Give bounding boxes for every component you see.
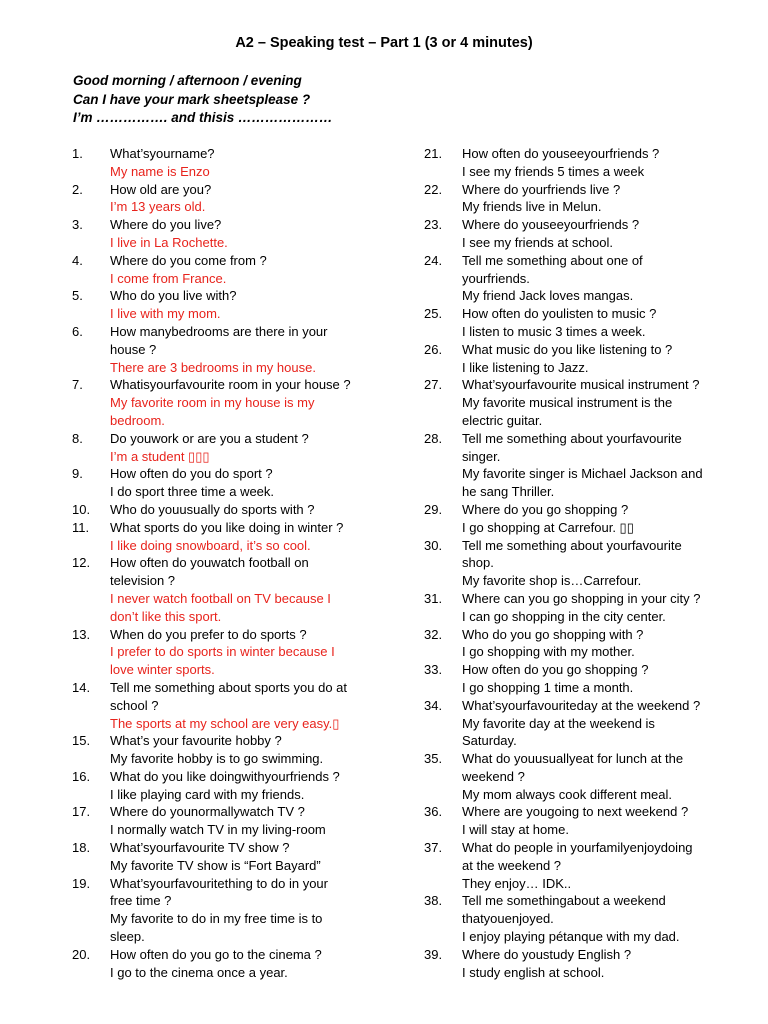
question-item: [72, 803, 382, 839]
question-number: 3.: [72, 217, 83, 233]
question-text: house ?: [110, 341, 157, 357]
question-number: 8.: [72, 430, 83, 446]
question-body: [462, 376, 744, 429]
question-number: 6.: [72, 323, 83, 339]
answer-text: My favorite hobby is to go swimming.: [110, 751, 324, 767]
question-body: [110, 946, 382, 982]
answer-text: I study english at school.: [462, 964, 605, 980]
page-title: A2 – Speaking test – Part 1 (3 or 4 minutes): [235, 35, 533, 51]
answer-text: My favorite singer is Michael Jackson and: [462, 466, 703, 482]
question-body: [110, 181, 382, 217]
answer-text: I normally watch TV in my living-room: [110, 822, 326, 838]
question-item: [72, 216, 382, 252]
answer-text: I will stay at home.: [462, 822, 569, 838]
question-body: [462, 501, 744, 537]
question-number: 12.: [72, 555, 91, 571]
question-number: 30.: [424, 537, 443, 553]
question-item: [424, 252, 744, 305]
question-number: 38.: [424, 893, 443, 909]
question-item: [424, 430, 744, 501]
question-body: [462, 181, 744, 217]
question-item: [72, 376, 382, 429]
answer-text: My mom always cook different meal.: [462, 786, 672, 802]
question-body: [462, 892, 744, 945]
answer-text: My friend Jack loves mangas.: [462, 288, 634, 304]
answer-text: I live with my mom.: [110, 306, 221, 322]
answer-text: sleep.: [110, 929, 145, 945]
question-body: [462, 626, 744, 662]
question-text: Tell me something about one of: [462, 252, 643, 268]
answer-text: I go to the cinema once a year.: [110, 964, 288, 980]
question-text: What do you like doingwithyourfriends ?: [110, 768, 340, 784]
question-body: [462, 750, 744, 803]
answer-text: I go shopping with my mother.: [462, 644, 635, 660]
question-item: [424, 626, 744, 662]
answer-text: love winter sports.: [110, 662, 215, 678]
question-item: [72, 768, 382, 804]
question-body: [462, 305, 744, 341]
question-text: Where do you come from ?: [110, 252, 267, 268]
question-number: 39.: [424, 946, 443, 962]
question-number: 15.: [72, 733, 91, 749]
question-text: Where can you go shopping in your city ?: [462, 590, 701, 606]
question-item: [72, 946, 382, 982]
question-text: Who do youusually do sports with ?: [110, 501, 315, 517]
question-body: [110, 679, 382, 732]
question-text: What’syourfavourite musical instrument ?: [462, 377, 700, 393]
question-text: When do you prefer to do sports ?: [110, 626, 307, 642]
question-text: How manybedrooms are there in your: [110, 323, 328, 339]
question-text: Where do youseeyourfriends ?: [462, 217, 640, 233]
question-number: 2.: [72, 181, 83, 197]
question-number: 13.: [72, 626, 91, 642]
question-text: free time ?: [110, 893, 172, 909]
answer-text: There are 3 bedrooms in my house.: [110, 359, 316, 375]
answer-text: I’m a student ▯▯▯: [110, 448, 210, 464]
answer-text: My favorite shop is…Carrefour.: [462, 573, 642, 589]
answer-text: My name is Enzo: [110, 163, 210, 179]
question-item: [72, 626, 382, 679]
question-text: Do youwork or are you a student ?: [110, 430, 309, 446]
question-item: [72, 679, 382, 732]
question-body: [110, 803, 382, 839]
question-number: 14.: [72, 679, 91, 695]
question-number: 27.: [424, 377, 443, 393]
question-text: What sports do you like doing in winter ?: [110, 519, 344, 535]
question-number: 4.: [72, 252, 83, 268]
question-text: What music do you like listening to ?: [462, 341, 673, 357]
answer-text: I enjoy playing pétanque with my dad.: [462, 929, 680, 945]
question-text: weekend ?: [462, 768, 525, 784]
question-text: Where do you live?: [110, 217, 222, 233]
question-number: 31.: [424, 590, 443, 606]
question-number: 29.: [424, 501, 443, 517]
question-text: Who do you live with?: [110, 288, 237, 304]
question-text: How old are you?: [110, 181, 212, 197]
question-item: [424, 145, 744, 181]
question-number: 36.: [424, 804, 443, 820]
question-body: [110, 376, 382, 429]
question-text: What’syourfavourite TV show ?: [110, 840, 290, 856]
question-body: [462, 661, 744, 697]
answer-text: My favorite musical instrument is the: [462, 395, 673, 411]
answer-text: I like doing snowboard, it’s so cool.: [110, 537, 311, 553]
question-item: [72, 875, 382, 946]
answer-text: My favorite day at the weekend is: [462, 715, 655, 731]
answer-text: The sports at my school are very easy.▯: [110, 715, 340, 731]
question-number: 33.: [424, 662, 443, 678]
question-body: [110, 626, 382, 679]
question-number: 37.: [424, 840, 443, 856]
question-item: [72, 501, 382, 519]
question-number: 24.: [424, 252, 443, 268]
question-body: [462, 537, 744, 590]
answer-text: I never watch football on TV because I: [110, 590, 331, 606]
question-text: Who do you go shopping with ?: [462, 626, 644, 642]
question-text: thatyouenjoyed.: [462, 911, 554, 927]
question-item: [72, 145, 382, 181]
question-text: What do youusuallyeat for lunch at the: [462, 751, 684, 767]
answer-text: I come from France.: [110, 270, 227, 286]
question-text: How often do youwatch football on: [110, 555, 309, 571]
question-body: [462, 341, 744, 377]
question-item: [72, 181, 382, 217]
question-text: Tell me something about sports you do at: [110, 679, 348, 695]
question-item: [424, 590, 744, 626]
answer-text: I see my friends 5 times a week: [462, 163, 645, 179]
question-item: [424, 376, 744, 429]
right-question-column: [424, 145, 744, 981]
question-text: Tell me something about yourfavourite: [462, 537, 682, 553]
question-number: 9.: [72, 466, 83, 482]
question-body: [110, 430, 382, 466]
question-text: Where do younormallywatch TV ?: [110, 804, 305, 820]
intro-block: [73, 72, 473, 128]
question-item: [424, 697, 744, 750]
answer-text: My favorite room in my house is my: [110, 395, 315, 411]
answer-text: My favorite to do in my free time is to: [110, 911, 323, 927]
question-body: [110, 554, 382, 625]
intro-line: Good morning / afternoon / evening: [73, 73, 302, 88]
question-body: [110, 768, 382, 804]
question-body: [110, 875, 382, 946]
answer-text: I go shopping 1 time a month.: [462, 679, 634, 695]
left-question-column: [72, 145, 382, 981]
question-item: [424, 305, 744, 341]
question-body: [110, 323, 382, 376]
question-body: [110, 501, 382, 519]
question-body: [462, 803, 744, 839]
question-item: [424, 216, 744, 252]
answer-text: I prefer to do sports in winter because I: [110, 644, 335, 660]
answer-text: I go shopping at Carrefour. ▯▯: [462, 519, 634, 535]
question-body: [462, 430, 744, 501]
question-text: Tell me something about yourfavourite: [462, 430, 682, 446]
question-body: [462, 697, 744, 750]
answer-text: I listen to music 3 times a week.: [462, 323, 646, 339]
question-text: How often do you do sport ?: [110, 466, 273, 482]
question-item: [424, 501, 744, 537]
question-item: [72, 519, 382, 555]
question-body: [462, 216, 744, 252]
question-item: [72, 323, 382, 376]
answer-text: he sang Thriller.: [462, 484, 555, 500]
question-number: 17.: [72, 804, 91, 820]
question-item: [424, 946, 744, 982]
question-text: How often do youseeyourfriends ?: [462, 146, 660, 161]
answer-text: I like playing card with my friends.: [110, 786, 305, 802]
question-number: 10.: [72, 501, 91, 517]
answer-text: I like listening to Jazz.: [462, 359, 589, 375]
question-number: 18.: [72, 840, 91, 856]
question-number: 22.: [424, 181, 443, 197]
question-number: 35.: [424, 751, 443, 767]
question-item: [72, 732, 382, 768]
answer-text: I live in La Rochette.: [110, 234, 228, 250]
question-number: 34.: [424, 697, 443, 713]
question-text: Where do you go shopping ?: [462, 501, 629, 517]
question-text: What’syourfavouritething to do in your: [110, 875, 328, 891]
question-text: What’syourfavouriteday at the weekend ?: [462, 697, 701, 713]
question-number: 25.: [424, 306, 443, 322]
question-body: [110, 145, 382, 181]
question-item: [72, 252, 382, 288]
question-text: What’syourname?: [110, 146, 215, 161]
question-body: [462, 145, 744, 181]
question-text: Where do yourfriends live ?: [462, 181, 621, 197]
question-text: Where do youstudy English ?: [462, 946, 632, 962]
question-text: What do people in yourfamilyenjoydoing: [462, 840, 693, 856]
question-item: [72, 465, 382, 501]
question-body: [462, 252, 744, 305]
answer-text: don’t like this sport.: [110, 608, 222, 624]
question-body: [110, 732, 382, 768]
question-body: [110, 287, 382, 323]
answer-text: My friends live in Melun.: [462, 199, 602, 215]
question-number: 19.: [72, 875, 91, 891]
question-number: 21.: [424, 146, 443, 161]
answer-text: They enjoy… IDK..: [462, 875, 572, 891]
question-text: How often do youlisten to music ?: [462, 306, 657, 322]
question-item: [424, 803, 744, 839]
question-body: [110, 839, 382, 875]
question-text: Whatisyourfavourite room in your house ?: [110, 377, 351, 393]
question-number: 11.: [72, 519, 90, 535]
question-number: 16.: [72, 768, 91, 784]
question-text: How often do you go shopping ?: [462, 662, 649, 678]
question-number: 7.: [72, 377, 83, 393]
answer-text: I do sport three time a week.: [110, 484, 275, 500]
question-item: [72, 839, 382, 875]
question-body: [462, 590, 744, 626]
question-item: [424, 892, 744, 945]
question-text: How often do you go to the cinema ?: [110, 946, 322, 962]
answer-text: I’m 13 years old.: [110, 199, 206, 215]
question-number: 32.: [424, 626, 443, 642]
question-item: [424, 181, 744, 217]
question-item: [72, 287, 382, 323]
answer-text: I can go shopping in the city center.: [462, 608, 666, 624]
question-item: [424, 341, 744, 377]
question-text: at the weekend ?: [462, 857, 562, 873]
answer-text: electric guitar.: [462, 412, 543, 428]
question-item: [424, 839, 744, 892]
question-number: 20.: [72, 946, 91, 962]
answer-text: I see my friends at school.: [462, 234, 614, 250]
question-text: shop.: [462, 555, 494, 571]
question-number: 28.: [424, 430, 443, 446]
question-text: television ?: [110, 573, 176, 589]
intro-line: Can I have your mark sheetsplease ?: [73, 91, 311, 107]
question-item: [72, 430, 382, 466]
question-body: [462, 946, 744, 982]
question-text: school ?: [110, 697, 159, 713]
question-item: [424, 661, 744, 697]
question-body: [110, 465, 382, 501]
question-text: Where are yougoing to next weekend ?: [462, 804, 689, 820]
question-number: 26.: [424, 341, 443, 357]
question-text: Tell me somethingabout a weekend: [462, 893, 666, 909]
question-text: What’s your favourite hobby ?: [110, 733, 282, 749]
question-number: 5.: [72, 288, 83, 304]
intro-line: I’m ……………. and thisis …………………: [73, 110, 333, 125]
question-item: [424, 537, 744, 590]
answer-text: bedroom.: [110, 412, 165, 428]
question-item: [72, 554, 382, 625]
question-body: [110, 519, 382, 555]
question-text: yourfriends.: [462, 270, 530, 286]
question-body: [110, 252, 382, 288]
question-text: singer.: [462, 448, 501, 464]
question-body: [110, 216, 382, 252]
question-item: [424, 750, 744, 803]
answer-text: Saturday.: [462, 733, 517, 749]
question-number: 1.: [72, 146, 83, 161]
question-number: 23.: [424, 217, 443, 233]
answer-text: My favorite TV show is “Fort Bayard”: [110, 857, 321, 873]
question-body: [462, 839, 744, 892]
